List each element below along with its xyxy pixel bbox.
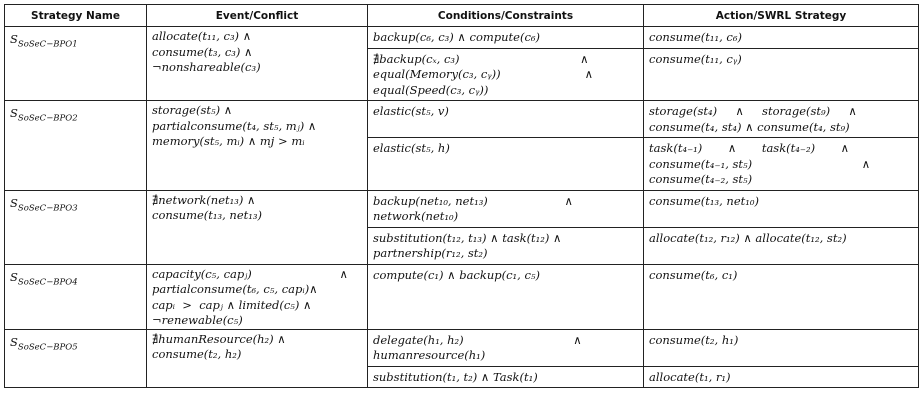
action-cell [644,101,919,138]
table-body [5,27,919,388]
condition-line: backup(net₁₀, net₁₃) ∧ [373,193,573,208]
event-conflict-cell [147,329,368,388]
action-cell [644,48,919,101]
action-cell [644,366,919,388]
event-line: capacity(c₅, capⱼ) ∧ [152,266,348,281]
table-row [5,27,919,49]
condition-line: humanresource(h₁) [373,348,486,362]
action-line: consume(t₆, c₁) [649,267,738,282]
action-line: consume(t₄₋₁, st₅) ∧ [649,156,871,171]
condition-line: elastic(st₅, h) [373,141,450,155]
table-row [5,264,919,329]
condition-line: elastic(st₅, v) [373,104,449,118]
action-line: allocate(t₁, r₁) [649,369,731,384]
condition-line: substitution(t₁, t₂) ∧ Task(t₁) [373,369,538,384]
strategy-name-subscript: SoSeC−BPO2 [17,113,78,124]
action-cell [644,227,919,264]
strategy-name-base: S [10,334,18,349]
condition-cell [368,227,644,264]
condition-cell [368,27,644,49]
action-cell [644,138,919,191]
action-line: storage(st₄) ∧ storage(st₉) ∧ [649,104,857,118]
event-conflict-cell [147,190,368,264]
event-line: storage(st₅) ∧ [152,103,233,117]
condition-line: backup(c₆, c₃) ∧ compute(c₆) [373,30,540,44]
strategy-name-cell [5,264,147,329]
strategy-name [10,334,78,352]
event-conflict-cell [147,264,368,329]
event-line: capᵢ > capⱼ ∧ limited(c₅) ∧ [152,297,312,312]
action-line: consume(t₁₃, net₁₀) [649,193,759,208]
action-cell [644,27,919,49]
strategy-name-cell [5,101,147,191]
condition-cell [368,101,644,138]
strategy-name [10,269,78,287]
condition-line: substitution(t₁₂, t₁₃) ∧ task(t₁₂) ∧ [373,230,562,245]
strategy-name-base: S [10,32,18,46]
condition-line: network(net₁₀) [373,209,459,223]
event-line: consume(t₃, c₃) ∧ [152,44,253,59]
condition-cell [368,190,644,227]
strategy-name [10,195,78,213]
condition-cell [368,138,644,191]
condition-cell [368,366,644,388]
event-line: ∄humanResource(h₂) ∧ [152,331,286,346]
condition-cell [368,329,644,366]
condition-line: equal(Speed(c₃, cᵧ)) [373,82,489,97]
condition-line: partnership(r₁₂, st₂) [373,246,488,260]
strategy-name-cell [5,27,147,101]
strategy-name-subscript: SoSeC−BPO1 [17,39,78,50]
action-cell [644,264,919,329]
header-conditions-constraints: Conditions/Constraints [368,5,644,27]
action-cell [644,190,919,227]
strategy-name-base: S [10,195,18,210]
condition-cell [368,264,644,329]
strategy-name-subscript: SoSeC−BPO3 [17,202,78,213]
header-strategy-name: Strategy Name [5,5,147,27]
action-cell [644,329,919,366]
action-line: consume(t₄₋₂, st₅) [649,172,753,186]
event-conflict-cell [147,101,368,191]
action-line: task(t₄₋₁) ∧ task(t₄₋₂) ∧ [649,141,850,155]
header-event-conflict: Event/Conflict [147,5,368,27]
condition-line: ∄backup(cₓ, c₃) ∧ [373,51,589,66]
event-line: allocate(t₁₁, c₃) ∧ [152,29,252,43]
strategy-table [4,4,919,388]
strategy-name-base: S [10,106,18,120]
event-line: ¬nonshareable(c₃) [152,60,261,74]
event-line: consume(t₂, h₂) [152,347,242,361]
action-line: consume(t₂, h₁) [649,332,739,347]
strategy-name [10,32,78,50]
event-line: partialconsume(t₄, st₅, mⱼ) ∧ [152,118,317,133]
condition-line: compute(c₁) ∧ backup(c₁, c₅) [373,267,540,282]
action-line: consume(t₁₁, cᵧ) [649,51,742,66]
action-line: consume(t₄, st₄) ∧ consume(t₄, st₉) [649,119,850,134]
strategy-name [10,106,78,124]
strategy-name-base: S [10,269,18,284]
event-line: ¬renewable(c₅) [152,313,243,327]
table-row [5,190,919,227]
event-conflict-cell [147,27,368,101]
action-line: allocate(t₁₂, r₁₂) ∧ allocate(t₁₂, st₂) [649,230,847,245]
event-line: ∄network(net₁₃) ∧ [152,192,256,207]
condition-cell [368,48,644,101]
table-row [5,329,919,366]
strategy-name-subscript: SoSeC−BPO4 [17,276,78,287]
event-line: partialconsume(t₆, c₅, capᵢ)∧ [152,282,318,296]
strategy-name-cell [5,190,147,264]
condition-line: equal(Memory(c₃, cᵧ)) ∧ [373,67,594,81]
condition-line: delegate(h₁, h₂) ∧ [373,332,582,347]
table-row [5,101,919,138]
header-row [5,5,919,27]
event-line: memory(st₅, mᵢ) ∧ mj > mᵢ [152,134,305,148]
header-action-swrl-strategy: Action/SWRL Strategy [644,5,919,27]
strategy-name-cell [5,329,147,388]
action-line: consume(t₁₁, c₆) [649,30,742,44]
strategy-name-subscript: SoSeC−BPO5 [17,341,78,352]
event-line: consume(t₁₃, net₁₃) [152,208,262,222]
